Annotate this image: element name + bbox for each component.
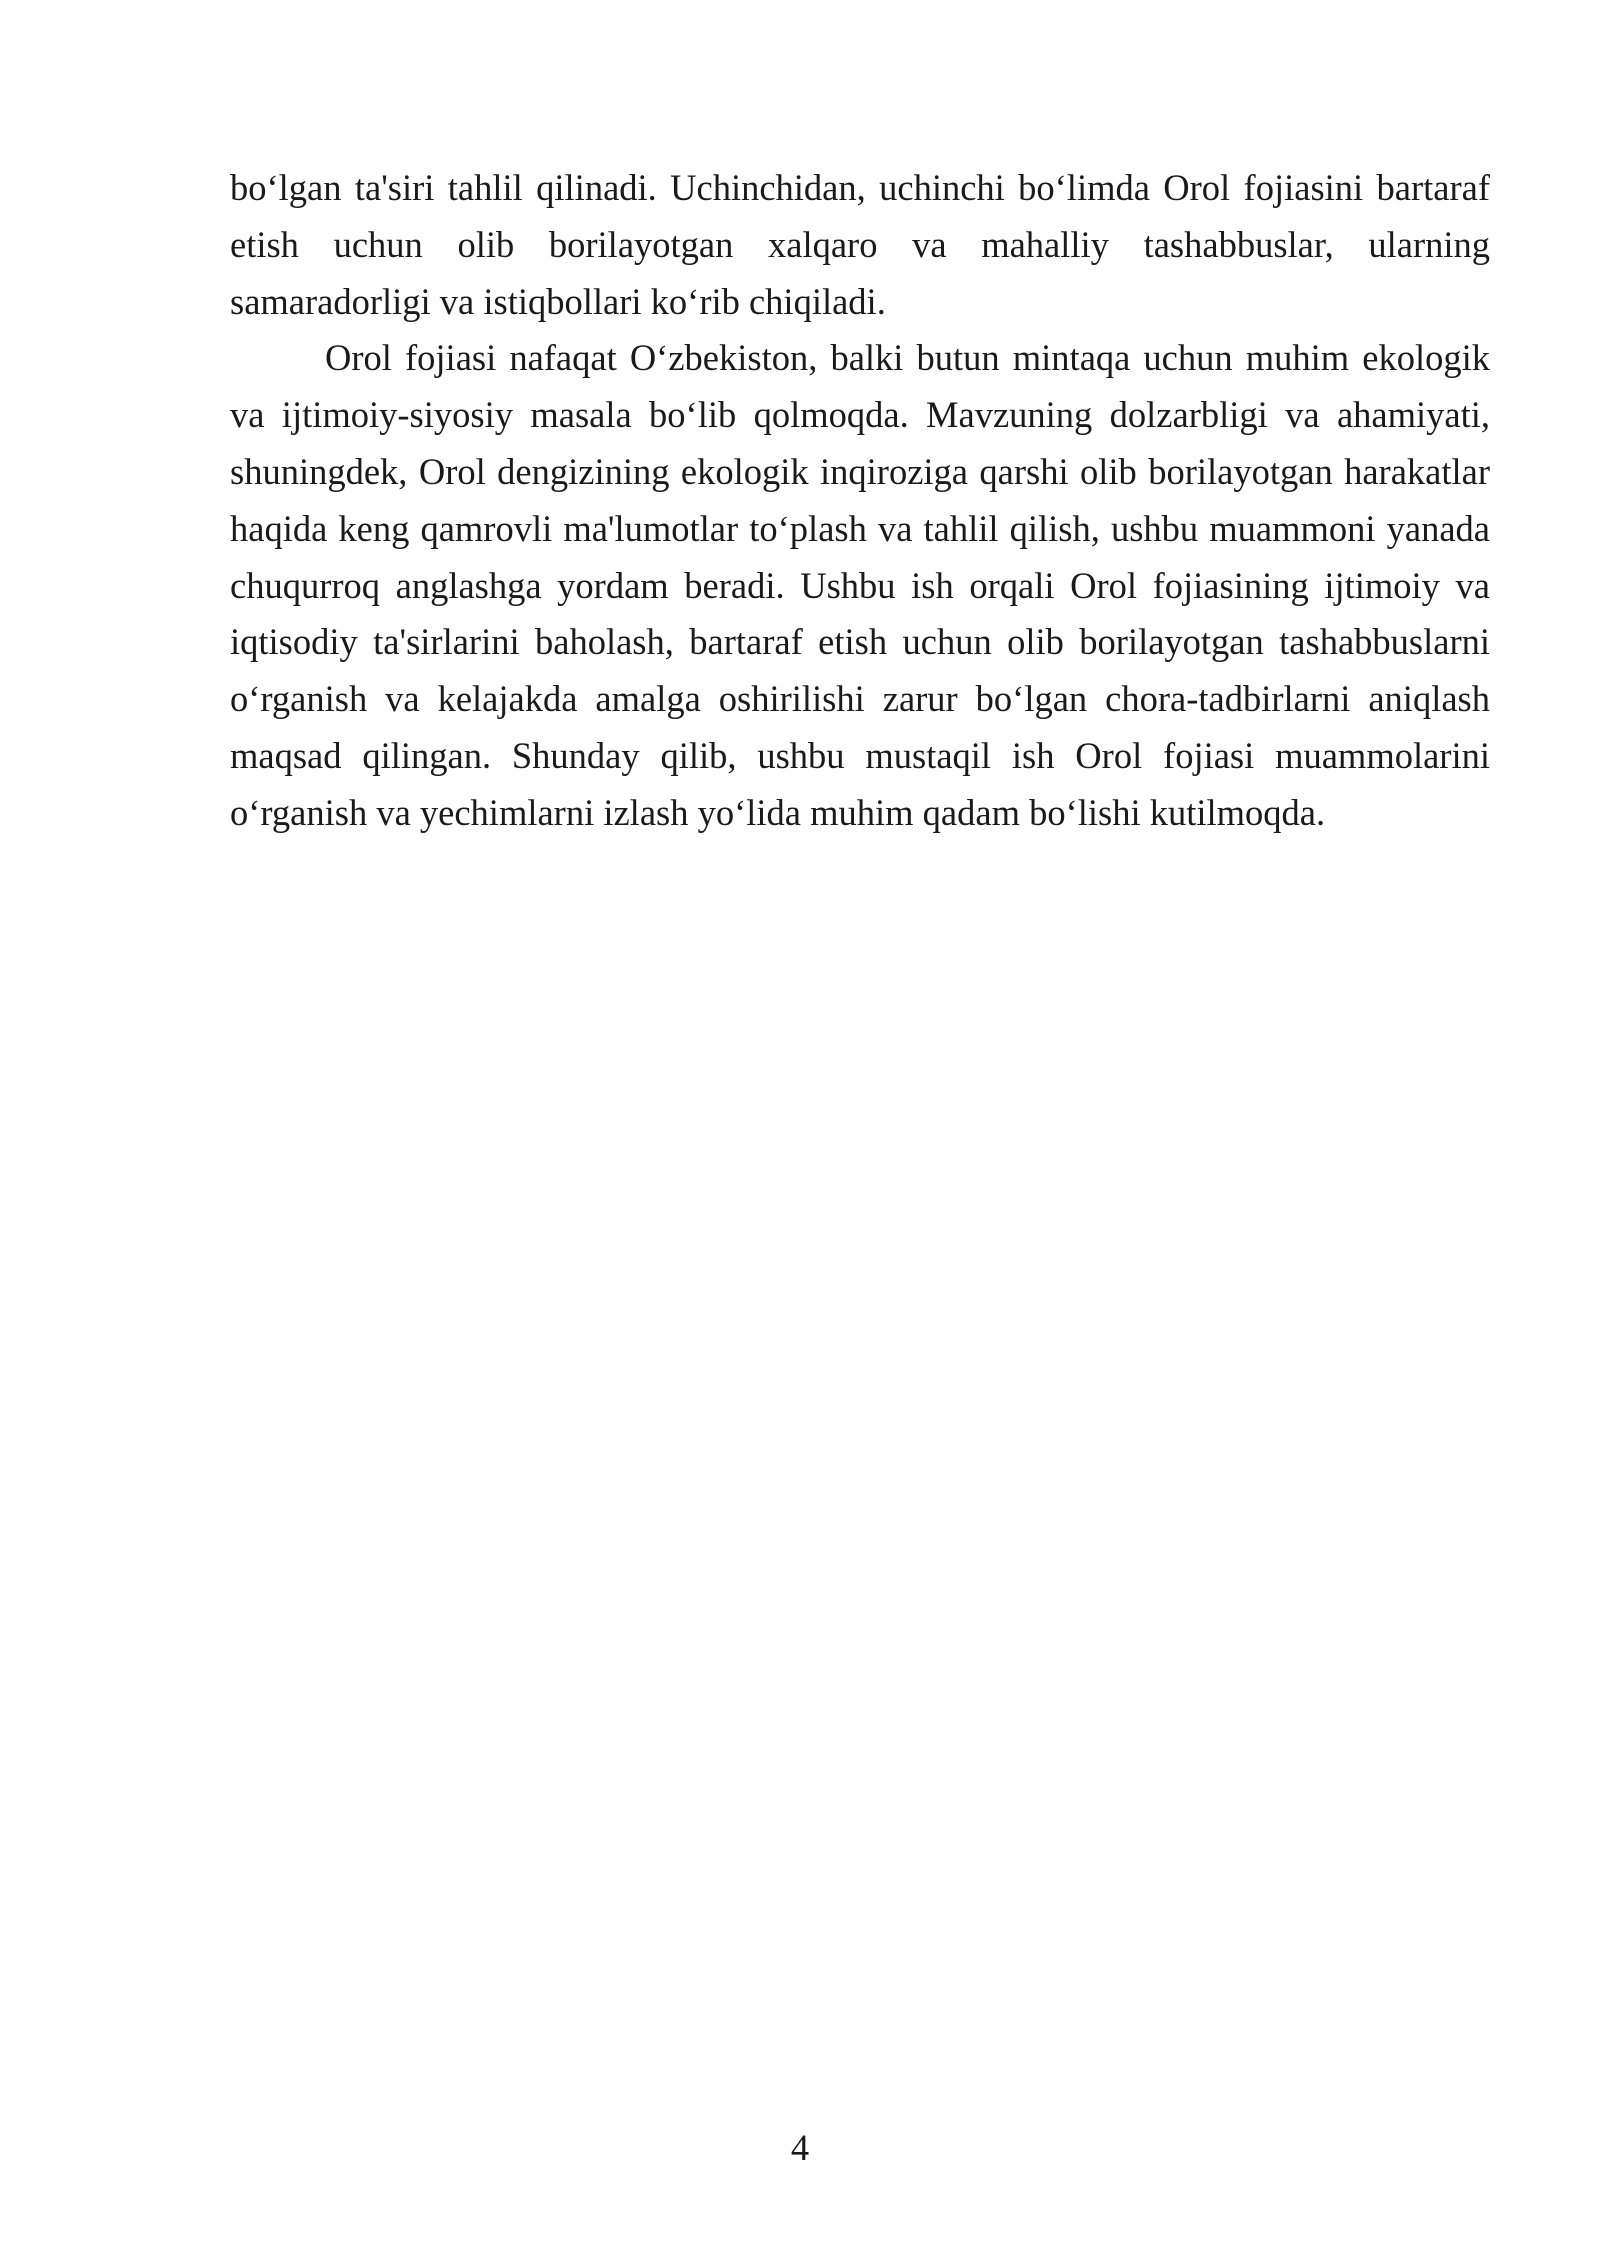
body-text [230,160,1490,842]
paragraph-continuation: bo‘lgan ta'siri tahlil qilinadi. Uchinchidan, uchinchi bo‘limda Orol fojiasini bartaraf etish uchun olib borilayotgan xalqaro va mahalliy tashabbuslar, ularning samaradorligi va istiqbollari ko‘rib chiqiladi. [230,167,1490,322]
page-number: 4 [790,2127,810,2168]
paragraph-orol-fojiasi: Orol fojiasi nafaqat O‘zbekiston, balki butun mintaqa uchun muhim ekologik va ijtimoiy-siyosiy masala bo‘lib qolmoqda. Mavzuning dolzarbligi va ahamiyati, shuningdek, Orol dengizining ekologik inqiroziga qarshi olib borilayotgan harakatlar haqida keng qamrovli ma'lumotlar to‘plash va tahlil qilish, ushbu muammoni yanada chuqurroq anglashga yordam beradi. Ushbu ish orqali Orol fojiasining ijtimoiy va iqtisodiy ta'sirlarini baholash, bartaraf etish uchun olib borilayotgan tashabbuslarni o‘rganish va kelajakda amalga oshirilishi zarur bo‘lgan chora-tadbirlarni aniqlash maqsad qilingan. Shunday qilib, ushbu mustaqil ish Orol fojiasi muammolarini o‘rganish va yechimlarni izlash yo‘lida muhim qadam bo‘lishi kutilmoqda. [230,337,1490,833]
